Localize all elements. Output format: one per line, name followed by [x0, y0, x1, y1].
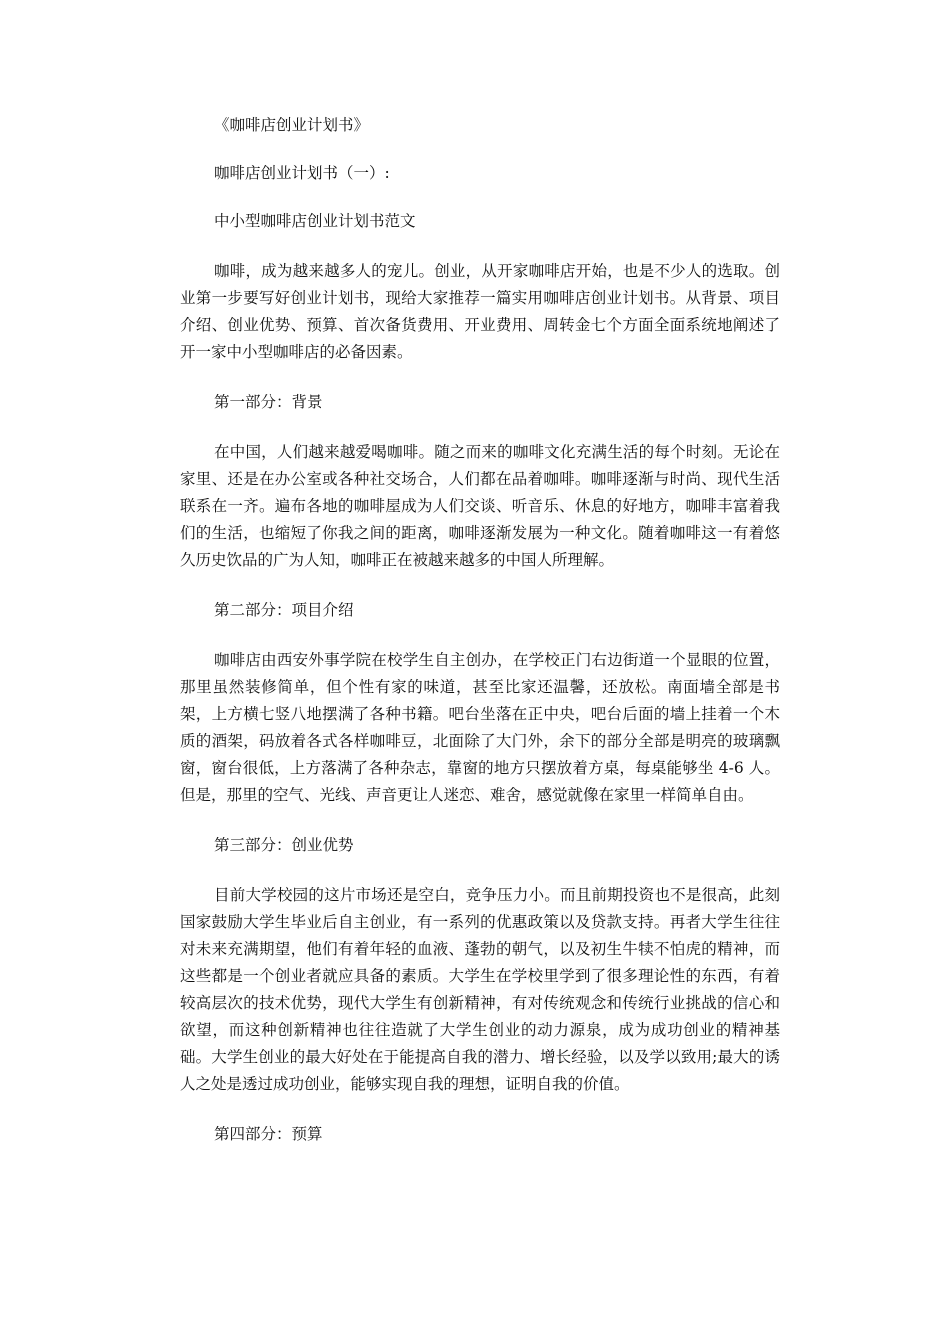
document-name: 中小型咖啡店创业计划书范文: [214, 212, 416, 230]
document-title: 《咖啡店创业计划书》: [214, 116, 370, 134]
section-body-background: 在中国，人们越来越爱喝咖啡。随之而来的咖啡文化充满生活的每个时刻。无论在家里、还是在办公室或各种社交场合，人们都在品着咖啡。咖啡逐渐与时尚、现代生活联系在一齐。遍布各地的咖啡屋成为人们交谈、听音乐、休息的好地方，咖啡丰富着我们的生活，也缩短了你我之间的距离，咖啡逐渐发展为一种文化。随着咖啡这一有着悠久历史饮品的广为人知，咖啡正在被越来越多的中国人所理解。: [180, 443, 780, 569]
document-page: [180, 112, 780, 1148]
section-heading-project: 第二部分：项目介绍: [214, 601, 354, 619]
document-subtitle: 咖啡店创业计划书（一）:: [214, 164, 390, 182]
section-body-project: 咖啡店由西安外事学院在校学生自主创办，在学校正门右边街道一个显眼的位置，那里虽然装修简单，但个性有家的味道，甚至比家还温馨，还放松。南面墙全部是书架，上方横七竖八地摆满了各种书籍。吧台坐落在正中央，吧台后面的墙上挂着一个木质的酒架，码放着各式各样咖啡豆，北面除了大门外，余下的部分全部是明亮的玻璃飘窗，窗台很低，上方落满了各种杂志，靠窗的地方只摆放着方桌，每桌能够坐 4-6 人。但是，那里的空气、光线、声音更让人迷恋、难舍，感觉就像在家里一样简单自由。: [180, 651, 780, 804]
section-heading-budget: 第四部分：预算: [214, 1125, 323, 1143]
intro-paragraph: 咖啡，成为越来越多人的宠儿。创业，从开家咖啡店开始，也是不少人的选取。创业第一步要写好创业计划书，现给大家推荐一篇实用咖啡店创业计划书。从背景、项目介绍、创业优势、预算、首次备货费用、开业费用、周转金七个方面全面系统地阐述了开一家中小型咖啡店的必备因素。: [180, 262, 780, 361]
section-heading-background: 第一部分：背景: [214, 393, 323, 411]
section-body-advantage: 目前大学校园的这片市场还是空白，竞争压力小。而且前期投资也不是很高，此刻国家鼓励大学生毕业后自主创业，有一系列的优惠政策以及贷款支持。再者大学生往往对未来充满期望，他们有着年轻的血液、蓬勃的朝气，以及初生牛犊不怕虎的精神，而这些都是一个创业者就应具备的素质。大学生在学校里学到了很多理论性的东西，有着较高层次的技术优势，现代大学生有创新精神，有对传统观念和传统行业挑战的信心和欲望，而这种创新精神也往往造就了大学生创业的动力源泉，成为成功创业的精神基础。大学生创业的最大好处在于能提高自我的潜力、增长经验，以及学以致用;最大的诱人之处是透过成功创业，能够实现自我的理想，证明自我的价值。: [180, 886, 780, 1093]
section-heading-advantage: 第三部分：创业优势: [214, 836, 354, 854]
